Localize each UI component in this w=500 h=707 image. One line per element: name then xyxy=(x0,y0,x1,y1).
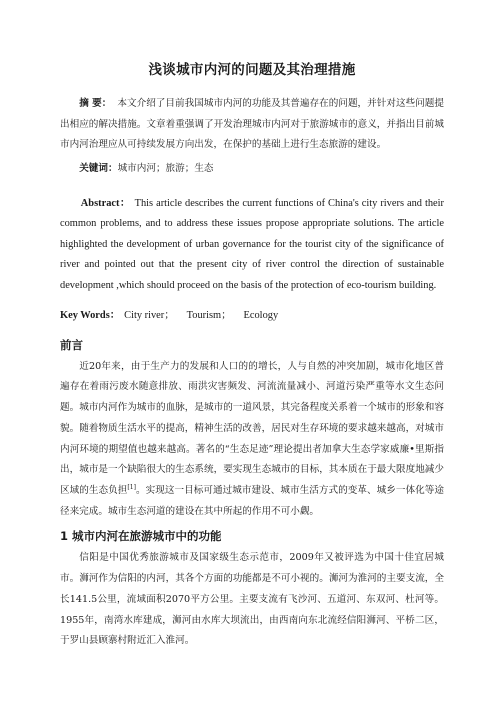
chinese-keyword-separator: ； xyxy=(155,162,166,174)
preface-paragraph xyxy=(60,357,444,523)
chinese-keyword-2: 旅游 xyxy=(165,162,185,174)
english-abstract-text: This article describes the current functions of China's city rivers and their common problems, and to address these issues propose appropriate solutions. The article highlighted the development of urban governance for the tourist city of the significance of river and pointed out that the present city of river control the direction of sustainable development ,which should proceed on the basis of the protection of eco-tourism building. xyxy=(60,197,444,291)
chinese-keyword-1: 城市内河 xyxy=(117,162,156,174)
reference-marker: [1] xyxy=(127,483,136,491)
chinese-abstract-label: 摘 要： xyxy=(79,98,112,109)
english-abstract xyxy=(60,194,444,297)
section-heading-1: 1 城市内河在旅游城市中的功能 xyxy=(60,529,222,544)
english-keyword-3: Ecology xyxy=(243,310,279,322)
section-heading-preface: 前言 xyxy=(60,337,83,352)
chinese-keywords xyxy=(60,159,444,179)
english-keywords-label: Key Words： xyxy=(60,310,121,322)
chinese-keywords-label: 关键词： xyxy=(79,162,118,174)
chinese-keyword-3: 生态 xyxy=(194,162,214,174)
english-abstract-label: Abstract： xyxy=(80,197,131,209)
page-title: 浅谈城市内河的问题及其治理措施 xyxy=(148,62,356,78)
english-keyword-1: City river； xyxy=(124,310,175,322)
preface-text: 近20年来，由于生产力的发展和人口的的增长，人与自然的冲突加剧，城市化地区普遍存在着雨污废水随意排放、雨洪灾害频发、河流流量减小、河道污染严重等水文生态问题。城市内河作为城市的血脉，是城市的一道风景，其完备程度关系着一个城市的形象和容貌。随着物质生活水平的提高，精神生活的改善，居民对生存环境的要求越来越高，对城市内河环境的期望值也越来越高。著名的“生态足迹”理论提出者加拿大生态学家威廉•里斯指出，城市是一个缺陷很大的生态系统，要实现生态城市的目标，其本质在于最大限度地减少区域的生态负担 xyxy=(60,360,444,496)
chinese-abstract xyxy=(60,94,444,156)
chinese-abstract-text: 本文介绍了目前我国城市内河的功能及其普遍存在的问题，并针对这些问题提出相应的解决措施。文章着重强调了开发治理城市内河对于旅游城市的意义，并指出目前城市内河治理应从可持续发展方向出发，在保护的基础上进行生态旅游的建设。 xyxy=(60,98,445,150)
document-page xyxy=(60,58,444,652)
preface-text-continued: 。实现这一目标可通过城市建设、城市生活方式的变革、城乡一体化等途径来完成。城市生态河道的建设在其中所起的作用不可小觑。 xyxy=(60,485,445,517)
chinese-keyword-separator: ； xyxy=(184,162,195,174)
english-keyword-2: Tourism； xyxy=(186,310,232,322)
section-1-paragraph: 信阳是中国优秀旅游城市及国家级生态示范市，2009年又被评选为中国十佳宜居城市。浉河作为信阳的内河，其各个方面的功能都是不可小视的。浉河为淮河的主要支流，全长141.5公里，流域面积2070平方公里。主要支流有飞沙河、五道河、东双河、杜河等。1955年，南湾水库建成，浉河由水库大坝流出，由西南向东北流经信阳浉河、平桥二区，于罗山县顾寨村附近汇入淮河。 xyxy=(60,552,444,647)
english-keywords xyxy=(60,306,444,326)
